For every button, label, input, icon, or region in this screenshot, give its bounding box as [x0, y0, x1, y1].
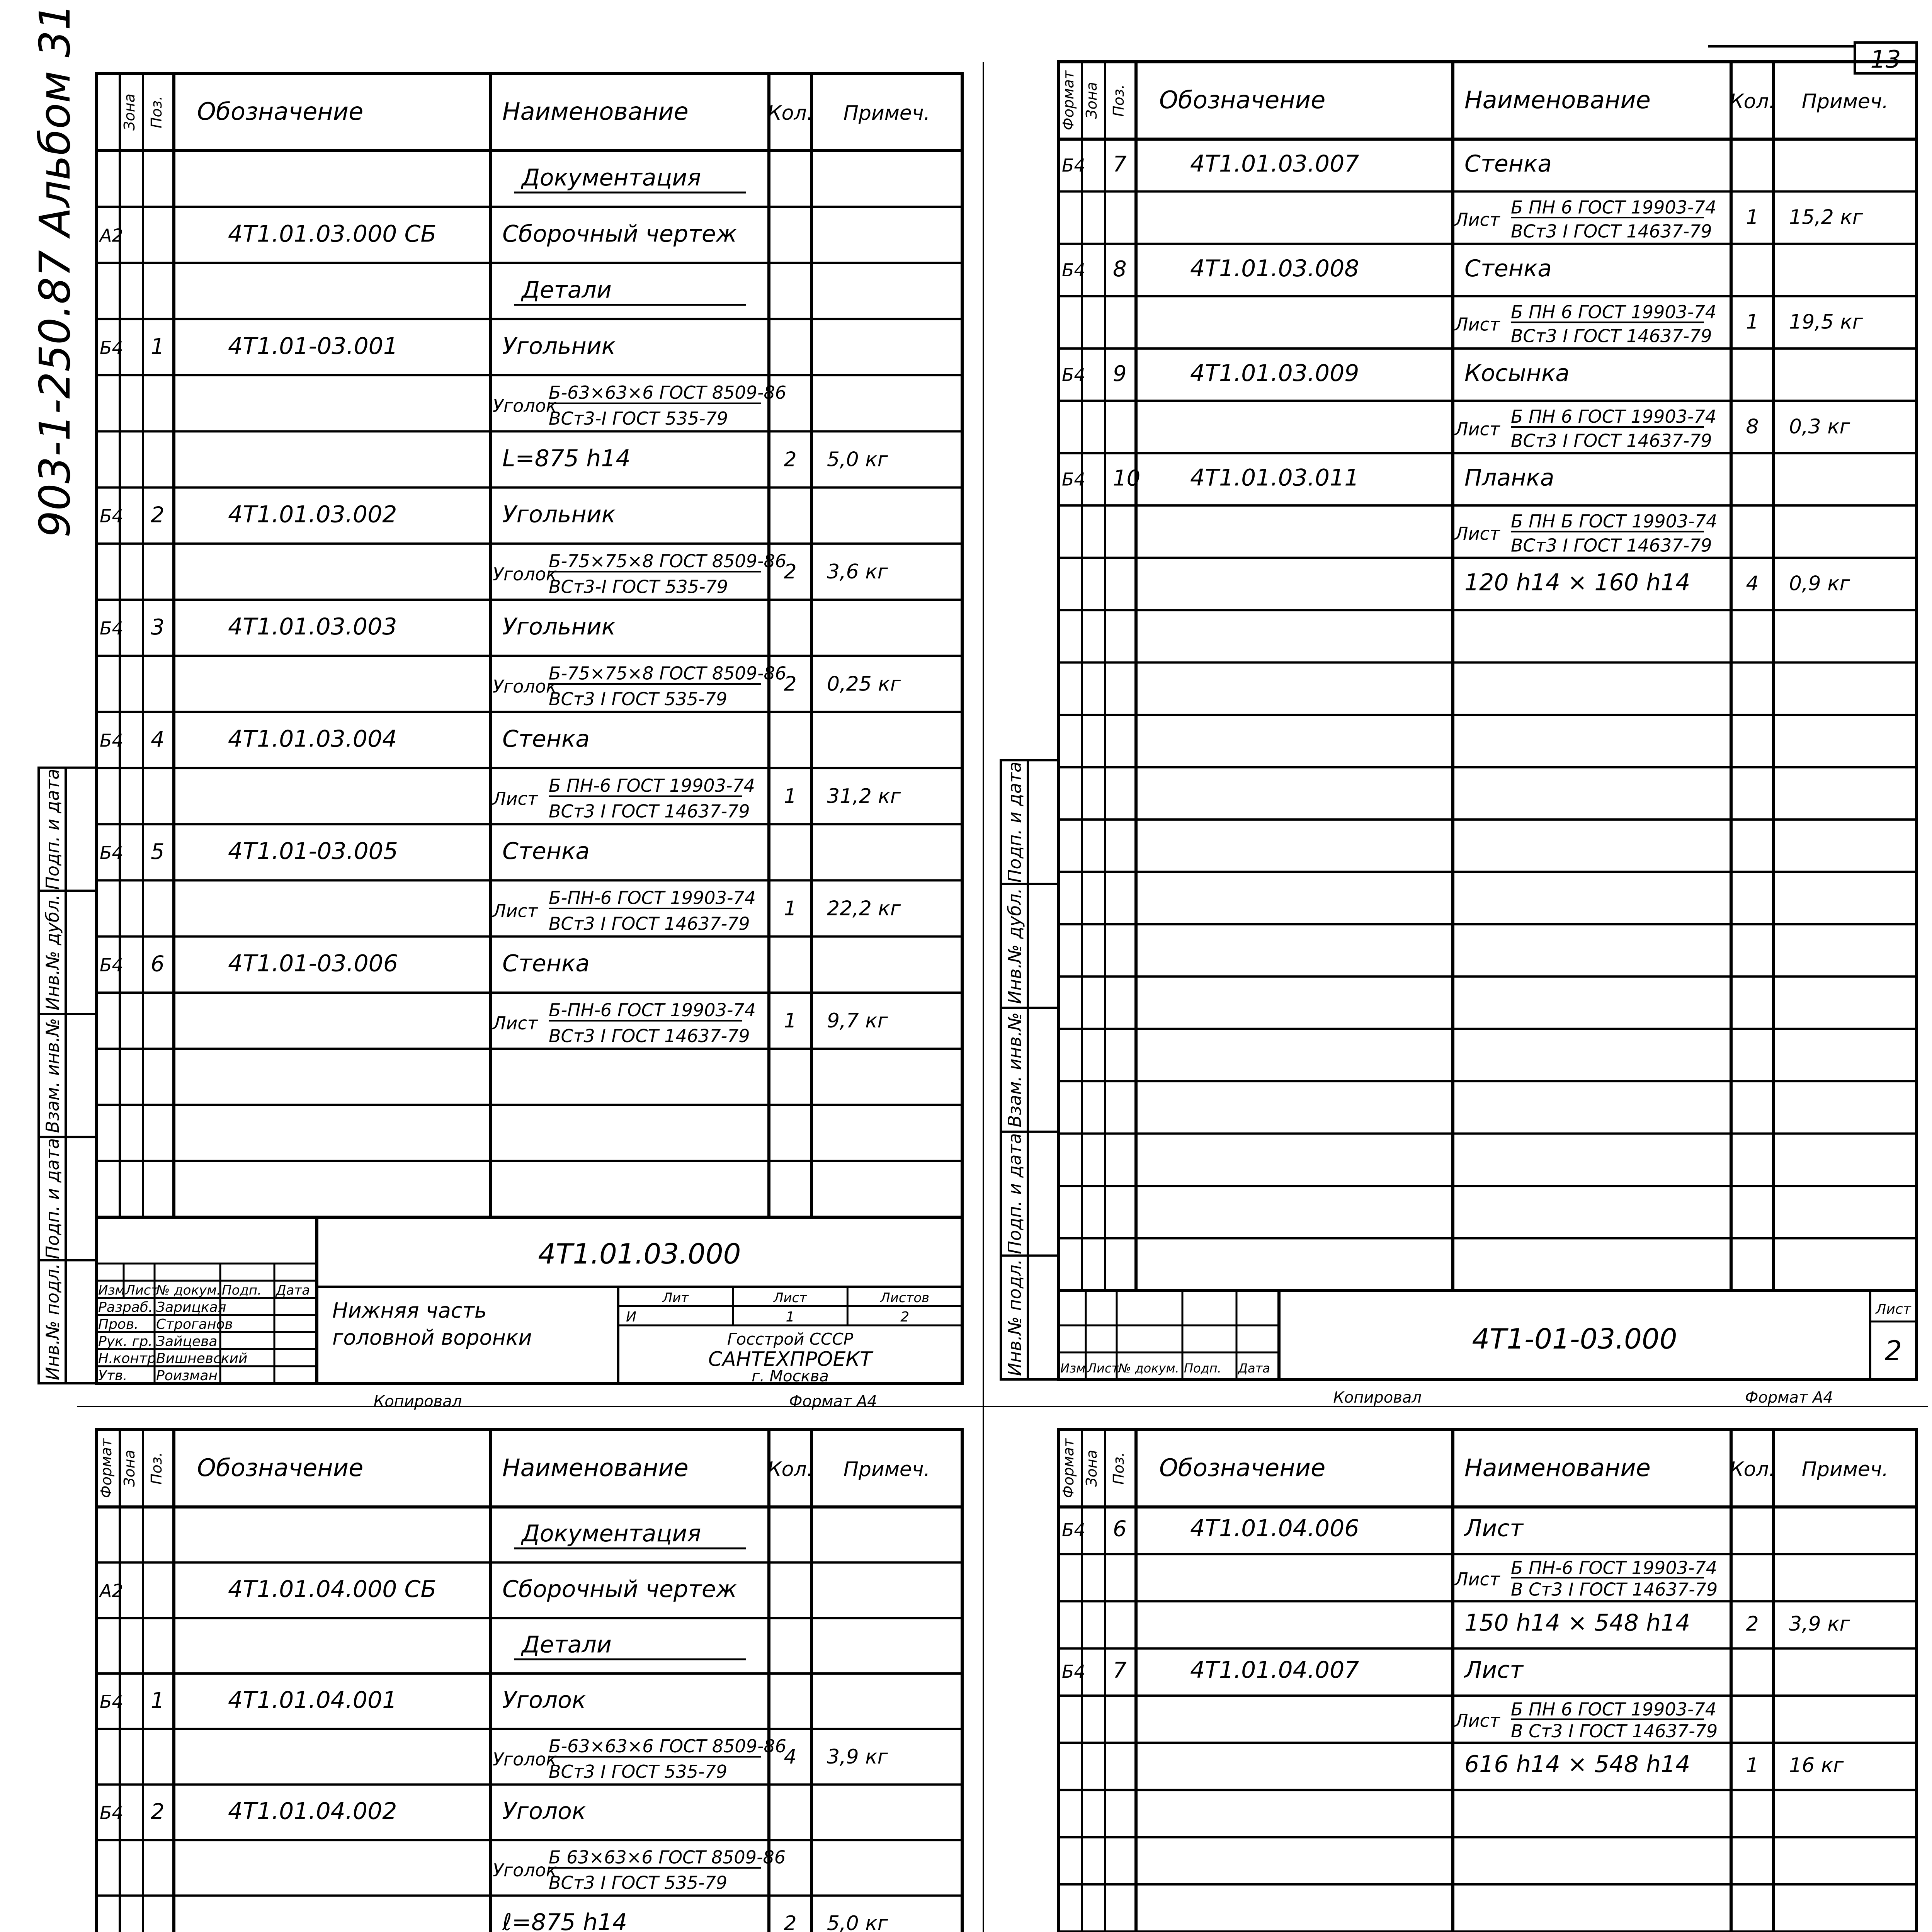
cell-material-line1: Б ПН 6 ГОСТ 19903-74 [1511, 197, 1717, 218]
stamp-sheets-value: 2 [900, 1309, 910, 1325]
cell-material-prefix: Лист [1455, 1710, 1500, 1731]
cell-name: Документация [522, 1520, 701, 1548]
cell-material-line1: Б ПН 6 ГОСТ 19903-74 [1511, 1699, 1717, 1720]
header-qty: Кол. [767, 102, 813, 125]
cell-designation: 4Т1.01.04.000 СБ [228, 1575, 437, 1603]
header-note: Примеч. [843, 1458, 930, 1481]
cell-position: 1 [151, 334, 165, 359]
stamp-col-izm: Изм [98, 1282, 125, 1298]
header-name: Наименование [1464, 1454, 1651, 1482]
cell-material-prefix: Уголок [493, 676, 557, 697]
side-stamp-label: Взам. инв.№ [42, 1018, 63, 1133]
side-stamp-label: Подп. и дата [1004, 1133, 1025, 1254]
header-qty: Кол. [1729, 1458, 1776, 1481]
side-stamp-label: Инв.№ подл. [1004, 1259, 1025, 1376]
cell-material-line1: Б ПН Б ГОСТ 19903-74 [1511, 511, 1718, 532]
cell-designation: 4Т1.01-03.006 [228, 950, 398, 977]
side-stamp-label: Подп. и дата [42, 769, 63, 890]
cell-name: Угольник [502, 332, 616, 360]
cell-material-line1: Б ПН-6 ГОСТ 19903-74 [549, 775, 755, 796]
cell-format: Б4 [100, 337, 123, 358]
cell-material-line2: ВСт3 I ГОСТ 14637-79 [549, 1025, 750, 1046]
cell-designation: 4Т1.01.03.002 [228, 501, 397, 528]
cell-designation: 4Т1.01-03.001 [228, 332, 398, 360]
cell-material-line1: Б-75×75×8 ГОСТ 8509-86 [549, 663, 787, 684]
cell-position: 4 [151, 727, 165, 752]
cell-material-prefix: Лист [1455, 418, 1500, 440]
header-designation: Обозначение [1159, 86, 1326, 114]
cell-name: Стенка [502, 950, 590, 977]
footer-right: Формат А4 [1745, 1389, 1833, 1406]
cell-format: Б4 [1062, 1661, 1085, 1682]
cell-note: 16 кг [1789, 1754, 1844, 1777]
cell-position: 3 [151, 615, 165, 640]
header-name: Наименование [502, 97, 689, 126]
stamp-sheet-value: 1 [786, 1309, 795, 1325]
cell-note: 5,0 кг [827, 1912, 888, 1932]
cell-material-prefix: Лист [1455, 314, 1500, 335]
cell-material-line1: Б-63×63×6 ГОСТ 8509-86 [549, 382, 787, 403]
cell-designation: 4Т1.01.04.002 [228, 1798, 397, 1825]
cell-material-prefix: Уголок [493, 563, 557, 585]
stamp-person: Строганов [156, 1316, 233, 1333]
header-pos: Поз. [1110, 84, 1127, 117]
cell-format: Б4 [1062, 1519, 1085, 1541]
cell-quantity: 1 [1746, 1754, 1759, 1777]
side-stamp-label: Подп. и дата [42, 1138, 63, 1259]
cell-quantity: 1 [1746, 310, 1759, 334]
cell-format: Б4 [100, 730, 123, 751]
header-format: Формат [98, 1438, 115, 1498]
cell-quantity: 2 [784, 1912, 797, 1932]
cell-material-line2: ВСт3 I ГОСТ 14637-79 [549, 801, 750, 822]
cell-name: Лист [1464, 1656, 1524, 1684]
cell-format: Б4 [100, 505, 123, 527]
header-qty: Кол. [1729, 90, 1776, 113]
cell-format: А2 [100, 1580, 123, 1601]
cell-material-line1: Б ПН 6 ГОСТ 19903-74 [1511, 301, 1717, 323]
cell-material-prefix: Уголок [493, 1748, 557, 1770]
cell-material-prefix: Лист [493, 788, 538, 809]
cell-format: А2 [100, 225, 123, 246]
cell-position: 2 [151, 502, 165, 528]
header-note: Примеч. [1801, 1458, 1889, 1481]
cell-format: Б4 [100, 954, 123, 976]
cell-designation: 4Т1.01.04.007 [1190, 1656, 1359, 1684]
stamp-org-3: г. Москва [752, 1367, 829, 1385]
stamp-person: Зарицкая [156, 1299, 226, 1315]
cell-material-line2: ВСт3 I ГОСТ 535-79 [549, 689, 728, 710]
stamp-role: Разраб. [98, 1299, 153, 1315]
cell-material-line2: ВСт3 I ГОСТ 14637-79 [549, 913, 750, 934]
cell-note: 3,9 кг [827, 1745, 888, 1769]
cell-designation: 4Т1.01.03.011 [1190, 464, 1359, 492]
cell-format: Б4 [100, 1691, 123, 1713]
header-zone: Зона [121, 1450, 138, 1487]
cell-name: 616 h14 × 548 h14 [1464, 1751, 1690, 1778]
stamp-col-doc: № докум. [1118, 1361, 1179, 1376]
cell-name: Планка [1464, 464, 1554, 492]
cell-quantity: 1 [784, 784, 797, 808]
cell-name: Уголок [502, 1687, 586, 1714]
cell-material-line2: ВСт3 I ГОСТ 535-79 [549, 1872, 728, 1893]
footer-left: Копировал [373, 1393, 462, 1410]
stamp-col-date: Дата [1238, 1361, 1270, 1376]
stamp-person: Вишневский [156, 1350, 248, 1367]
cell-position: 5 [151, 839, 165, 865]
cell-format: Б4 [100, 618, 123, 639]
cell-name: ℓ=875 h14 [502, 1908, 628, 1932]
cell-quantity: 2 [1746, 1612, 1759, 1636]
cell-note: 0,25 кг [827, 672, 901, 696]
cell-name: Сборочный чертеж [502, 220, 737, 248]
stamp-sheet-value: 2 [1884, 1335, 1902, 1367]
cell-material-line2: ВСт3-I ГОСТ 535-79 [549, 408, 728, 429]
stamp-role: Н.контр. [98, 1350, 161, 1367]
sheet-number: 13 [1870, 45, 1901, 73]
cell-material-prefix: Лист [1455, 523, 1500, 544]
cell-position: 10 [1113, 466, 1141, 491]
cell-name: Стенка [1464, 150, 1552, 177]
cell-name: 150 h14 × 548 h14 [1464, 1609, 1690, 1636]
cell-quantity: 1 [1746, 206, 1759, 229]
header-pos: Поз. [148, 1452, 165, 1485]
cell-designation: 4Т1.01.03.008 [1190, 255, 1359, 282]
header-designation: Обозначение [1159, 1454, 1326, 1482]
cell-name: Детали [522, 1631, 612, 1658]
stamp-listov-label: Листов [880, 1290, 930, 1306]
stamp-col-list: Лист [125, 1282, 159, 1298]
stamp-role: Пров. [98, 1316, 139, 1333]
cell-material-prefix: Лист [1455, 209, 1500, 230]
side-stamp-label: Инв.№ подл. [42, 1263, 63, 1381]
header-designation: Обозначение [197, 97, 364, 126]
cell-name: Стенка [1464, 255, 1552, 282]
cell-note: 0,3 кг [1789, 415, 1850, 439]
cell-material-prefix: Лист [493, 900, 538, 922]
cell-material-line2: ВСт3 I ГОСТ 14637-79 [1511, 535, 1712, 556]
header-zone: Зона [121, 94, 138, 131]
cell-designation: 4Т1.01-03.005 [228, 838, 398, 865]
header-pos: Поз. [1110, 1452, 1127, 1485]
cell-quantity: 4 [784, 1745, 797, 1769]
cell-material-prefix: Уголок [493, 1860, 557, 1881]
cell-note: 0,9 кг [1789, 572, 1850, 595]
cell-name: Стенка [502, 838, 590, 865]
cell-material-line1: Б-ПН-6 ГОСТ 19903-74 [549, 887, 756, 908]
cell-name: 120 h14 × 160 h14 [1464, 569, 1690, 596]
cell-format: Б4 [1062, 469, 1085, 490]
cell-material-line1: Б-75×75×8 ГОСТ 8509-86 [549, 550, 787, 571]
stamp-role: Рук. гр. [98, 1333, 153, 1350]
cell-position: 7 [1113, 151, 1127, 177]
stamp-code: 4Т1.01.03.000 [538, 1238, 741, 1270]
cell-material-line2: ВСт3 I ГОСТ 14637-79 [1511, 430, 1712, 451]
cell-material-line1: Б ПН 6 ГОСТ 19903-74 [1511, 406, 1717, 427]
cell-note: 5,0 кг [827, 448, 888, 471]
cell-name: Косынка [1464, 359, 1570, 387]
stamp-title-line2: головной воронки [332, 1325, 532, 1350]
cell-format: Б4 [1062, 259, 1085, 281]
cell-note: 31,2 кг [827, 784, 901, 808]
cell-material-prefix: Лист [1455, 1568, 1500, 1590]
stamp-col-sign: Подп. [222, 1282, 262, 1298]
side-stamp-label: Инв.№ дубл. [1004, 888, 1025, 1004]
cell-designation: 4Т1.01.03.007 [1190, 150, 1359, 177]
album-title [30, 3, 80, 538]
stamp-sheet-label: Лист [1876, 1301, 1911, 1317]
stamp-lit-value: И [626, 1309, 636, 1325]
cell-name: Стенка [502, 725, 590, 753]
side-stamp-label: Подп. и дата [1004, 761, 1025, 883]
cell-material-line2: В Ст3 I ГОСТ 14637-79 [1511, 1720, 1718, 1742]
cell-material-line2: В Ст3 I ГОСТ 14637-79 [1511, 1579, 1718, 1600]
footer-right: Формат А4 [789, 1393, 877, 1410]
stamp-col-izm: Изм [1060, 1361, 1086, 1376]
cell-format: Б4 [100, 842, 123, 864]
cell-designation: 4Т1.01.04.006 [1190, 1515, 1359, 1542]
cell-designation: 4Т1.01.03.009 [1190, 359, 1359, 387]
stamp-lit-label: Лит [662, 1290, 689, 1306]
album-title-text: 903-1-250.87 Альбом 31 [30, 3, 80, 538]
side-stamp-label: Инв.№ дубл. [42, 894, 63, 1010]
stamp-org-2: САНТЕХПРОЕКТ [708, 1348, 872, 1371]
cell-material-line1: Б ПН-6 ГОСТ 19903-74 [1511, 1557, 1717, 1578]
header-name: Наименование [1464, 86, 1651, 114]
stamp-col-sign: Подп. [1184, 1361, 1221, 1376]
cell-note: 3,6 кг [827, 560, 888, 583]
footer-left: Копировал [1333, 1389, 1422, 1406]
stamp-title-line1: Нижняя часть [332, 1298, 487, 1323]
cell-format: Б4 [100, 1802, 123, 1823]
cell-quantity: 1 [784, 1009, 797, 1033]
cell-name: Угольник [502, 613, 616, 641]
stamp-col-doc: № докум. [156, 1282, 221, 1298]
cell-quantity: 4 [1746, 572, 1759, 595]
cell-format: Б4 [1062, 364, 1085, 385]
header-qty: Кол. [767, 1458, 813, 1481]
cell-name: L=875 h14 [502, 445, 631, 472]
header-pos: Поз. [148, 95, 165, 129]
header-name: Наименование [502, 1454, 689, 1482]
stamp-role: Утв. [98, 1368, 128, 1384]
stamp-org-1: Госстрой СССР [727, 1330, 854, 1349]
cell-name: Документация [522, 164, 701, 192]
cell-position: 6 [151, 951, 165, 977]
stamp-person: Зайцева [156, 1333, 218, 1350]
stamp-list-label: Лист [773, 1290, 807, 1306]
cell-material-line2: ВСт3-I ГОСТ 535-79 [549, 576, 728, 597]
cell-format: Б4 [1062, 155, 1085, 176]
cell-name: Уголок [502, 1798, 586, 1825]
cell-material-line2: ВСт3 I ГОСТ 535-79 [549, 1761, 728, 1782]
stamp-person: Роизман [156, 1368, 218, 1384]
cell-quantity: 2 [784, 448, 797, 471]
cell-name: Сборочный чертеж [502, 1575, 737, 1603]
cell-material-prefix: Уголок [493, 395, 557, 417]
cell-quantity: 2 [784, 672, 797, 696]
cell-designation: 4Т1.01.03.004 [228, 725, 397, 753]
header-zone: Зона [1083, 82, 1100, 119]
cell-designation: 4Т1.01.04.001 [228, 1687, 397, 1714]
cell-name: Детали [522, 276, 612, 304]
cell-position: 8 [1113, 256, 1127, 282]
cell-quantity: 1 [784, 897, 797, 920]
stamp-col-date: Дата [276, 1282, 310, 1298]
cell-position: 2 [151, 1799, 165, 1825]
cell-position: 7 [1113, 1658, 1127, 1683]
cell-material-line2: ВСт3 I ГОСТ 14637-79 [1511, 221, 1712, 242]
cell-name: Лист [1464, 1515, 1524, 1542]
header-zone: Зона [1083, 1450, 1100, 1487]
cell-name: Угольник [502, 501, 616, 528]
cell-note: 9,7 кг [827, 1009, 888, 1033]
stamp-col-list: Лист [1087, 1361, 1119, 1376]
stamp-code: 4Т1-01-03.000 [1472, 1323, 1677, 1355]
cell-note: 15,2 кг [1789, 206, 1863, 229]
header-format: Формат [1060, 70, 1077, 131]
cell-note: 19,5 кг [1789, 310, 1863, 334]
header-designation: Обозначение [197, 1454, 364, 1482]
cell-position: 6 [1113, 1516, 1127, 1542]
cell-position: 9 [1113, 361, 1127, 386]
cell-material-line1: Б 63×63×6 ГОСТ 8509-86 [549, 1847, 786, 1868]
header-format: Формат [1060, 1438, 1077, 1498]
cell-designation: 4Т1.01.03.003 [228, 613, 397, 641]
cell-position: 1 [151, 1688, 165, 1714]
cell-quantity: 8 [1746, 415, 1759, 439]
cell-material-line1: Б-ПН-6 ГОСТ 19903-74 [549, 999, 756, 1020]
cell-material-line1: Б-63×63×6 ГОСТ 8509-86 [549, 1736, 787, 1757]
cell-designation: 4Т1.01.03.000 СБ [228, 220, 437, 248]
cell-material-prefix: Лист [493, 1013, 538, 1034]
header-note: Примеч. [1801, 90, 1889, 113]
header-note: Примеч. [843, 102, 930, 125]
cell-note: 3,9 кг [1789, 1612, 1850, 1636]
cell-quantity: 2 [784, 560, 797, 583]
cell-note: 22,2 кг [827, 897, 901, 920]
side-stamp-label: Взам. инв.№ [1004, 1012, 1025, 1128]
cell-material-line2: ВСт3 I ГОСТ 14637-79 [1511, 325, 1712, 347]
